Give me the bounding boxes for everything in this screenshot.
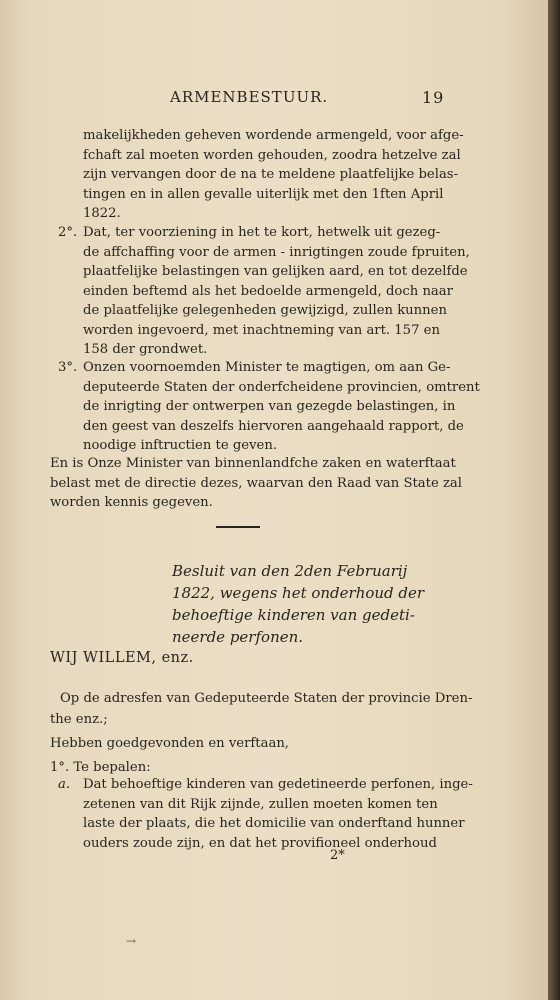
numbered-item-3: [58, 358, 480, 456]
text-line: fchaft zal moeten worden gehouden, zoodra hetzelve zal: [83, 147, 461, 163]
numbered-item-2: [58, 223, 470, 360]
text-line: Hebben goedgevonden en verftaan,: [50, 736, 290, 751]
text-line: tingen en in allen gevalle uiterlijk met den 1ften April: [83, 186, 444, 202]
decree-line: 1822, wegens het onderhoud der: [172, 584, 425, 602]
closing-paragraph: [50, 454, 462, 513]
item-letter: a.: [58, 777, 71, 792]
text-line: En is Onze Minister van binnenlandfche zaken en waterftaat: [50, 456, 456, 471]
running-header: [170, 88, 470, 106]
text-line: zijn vervangen door de na te meldene plaatfelijke belas-: [83, 167, 459, 182]
chapter-title: ARMENBESTUUR.: [170, 88, 329, 106]
page-number: 19: [422, 88, 445, 107]
text-line: Dat behoeftige kinderen van gedetineerde perfonen, inge-: [83, 777, 473, 792]
lettered-item-a: [58, 775, 473, 853]
decree-line: behoeftige kinderen van gedeti-: [172, 606, 415, 624]
text-line: de plaatfelijke gelegenheden gewijzigd, zullen kunnen: [83, 303, 447, 318]
text-line: den geest van deszelfs hiervoren aangehaald rapport, de: [83, 418, 464, 434]
text-line: worden kennis gegeven.: [50, 495, 213, 510]
text-line: de affchaffing voor de armen - inrigtingen zoude fpruiten,: [83, 244, 470, 260]
text-line: noodige inftructien te geven.: [83, 438, 278, 453]
text-line: belast met de directie dezes, waarvan den Raad van State zal: [50, 475, 462, 491]
royal-formula: WIJ WILLEM, enz.: [50, 650, 194, 666]
paragraph-continuation: [83, 126, 464, 224]
item-number: 2°.: [58, 225, 78, 240]
book-spine-edge: [548, 0, 560, 1000]
text-line: plaatfelijke belastingen van gelijken aard, en tot dezelfde: [83, 264, 468, 279]
text-line: makelijkheden geheven wordende armengeld, voor afge-: [83, 128, 464, 143]
text-line: laste der plaats, die het domicilie van onderftand hunner: [83, 816, 465, 831]
decree-body: [50, 688, 472, 778]
decree-line: Besluit van den 2den Februarij: [172, 562, 408, 580]
text-line: worden ingevoerd, met inachtneming van art. 157 en: [83, 322, 440, 338]
signature-mark: 2*: [330, 848, 345, 863]
section-divider: [216, 526, 260, 528]
text-line: Op de adresfen van Gedeputeerde Staten der provincie Dren-: [60, 691, 473, 706]
text-line: Dat, ter voorziening in het te kort, hetwelk uit gezeg-: [83, 225, 441, 240]
text-line: einden beftemd als het bedoelde armengeld, doch naar: [83, 283, 453, 299]
decree-heading: [172, 560, 424, 648]
decree-line: neerde perfonen.: [172, 628, 304, 646]
text-line: the enz.;: [50, 712, 108, 727]
text-line: de inrigting der ontwerpen van gezegde belastingen, in: [83, 399, 456, 414]
text-line: Onzen voornoemden Minister te magtigen, om aan Ge-: [83, 360, 451, 375]
text-line: ouders zoude zijn, en dat het provifioneel onderhoud: [83, 835, 437, 851]
margin-mark: →: [126, 934, 137, 948]
text-line: zetenen van dit Rijk zijnde, zullen moeten komen ten: [83, 796, 438, 812]
text-line: 1°. Te bepalen:: [50, 760, 151, 775]
text-line: 158 der grondwet.: [83, 342, 208, 357]
item-number: 3°.: [58, 360, 78, 375]
text-line: 1822.: [83, 206, 121, 221]
text-line: deputeerde Staten der onderfcheidene provincien, omtrent: [83, 379, 480, 395]
